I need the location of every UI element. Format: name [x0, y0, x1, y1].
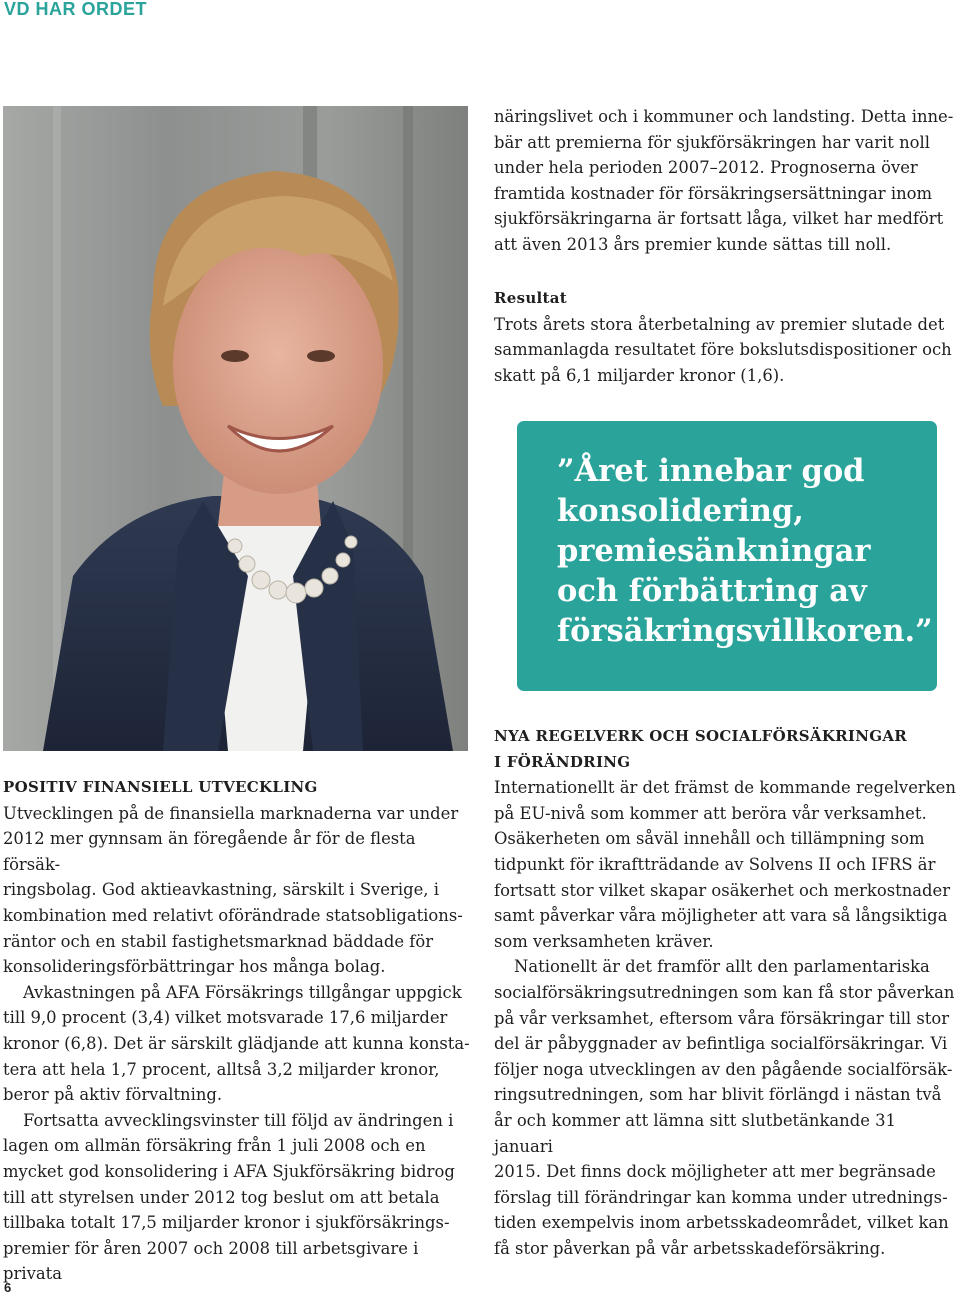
quote-line: ”Året innebar god — [557, 453, 865, 489]
text-line: under hela perioden 2007–2012. Prognoserna över — [494, 158, 918, 178]
text-line: socialförsäkringsutredningen som kan få stor påverkan — [494, 982, 955, 1002]
text-line: få stor påverkan på vår arbetsskadeförsäkring. — [494, 1238, 886, 1258]
text-line: sammanlagda resultatet före bokslutsdispositioner och — [494, 340, 952, 360]
text-line: beror på aktiv förvaltning. — [3, 1085, 223, 1105]
text-line: förslag till förändringar kan komma under utrednings- — [494, 1187, 948, 1207]
text-line: på EU-nivå som kommer att beröra vår verksamhet. — [494, 803, 927, 823]
text-line: Internationellt är det främst de kommande regelverken — [494, 778, 956, 798]
text-line: kombination med relativt oförändrade statsobligations- — [3, 905, 463, 925]
page-number: 6 — [4, 1280, 12, 1295]
text-line: fortsatt stor vilket skapar osäkerhet och merkostnader — [494, 880, 951, 900]
text-line: tera att hela 1,7 procent, alltså 3,2 miljarder kronor, — [3, 1059, 440, 1079]
section-heading-continued: I FÖRÄNDRING — [494, 752, 631, 771]
portrait-illustration — [3, 106, 468, 751]
text-line: Utvecklingen på de finansiella marknaderna var under — [3, 803, 459, 823]
text-line: Fortsatta avvecklingsvinster till följd av ändringen i — [23, 1110, 454, 1130]
text-line: år och kommer att lämna sitt slutbetänkande 31 januari — [494, 1110, 896, 1156]
text-line: följer noga utvecklingen av den pågående socialförsäk- — [494, 1059, 953, 1079]
text-line: del är påbyggnader av befintliga socialförsäkringar. Vi — [494, 1034, 948, 1054]
text-line: ringsbolag. God aktieavkastning, särskilt i Sverige, i — [3, 880, 439, 900]
text-line: ringsutredningen, som har blivit förlängd i nästan två — [494, 1085, 942, 1105]
text-line: på vår verksamhet, eftersom våra försäkringar till stor — [494, 1008, 950, 1028]
quote-line: konsolidering, — [557, 493, 804, 529]
resultat-heading: Resultat — [494, 289, 568, 307]
text-line: tillbaka totalt 17,5 miljarder kronor i sjukförsäkrings- — [3, 1213, 450, 1233]
left-column — [3, 775, 471, 1287]
text-line: näringslivet och i kommuner och landsting. Detta inne- — [494, 107, 954, 126]
section-label: VD HAR ORDET — [4, 0, 148, 19]
text-line: samt påverkar våra möjligheter att vara så långsiktiga — [494, 906, 948, 926]
text-line: 2015. Det finns dock möjligheter att mer begränsade — [494, 1162, 936, 1182]
text-line: mycket god konsolidering i AFA Sjukförsäkring bidrog — [3, 1161, 455, 1181]
quote-line: försäkringsvillkoren.” — [557, 613, 933, 649]
resultat-section — [494, 286, 956, 388]
text-line: till att styrelsen under 2012 tog beslut om att betala — [3, 1187, 440, 1207]
section-heading: NYA REGELVERK OCH SOCIALFÖRSÄKRINGAR — [494, 727, 908, 745]
text-line: räntor och en stabil fastighetsmarknad bäddade för — [3, 931, 434, 951]
pull-quote-box — [517, 421, 937, 691]
text-line: Avkastningen på AFA Försäkrings tillgångar uppgick — [23, 982, 462, 1002]
section-heading: POSITIV FINANSIELL UTVECKLING — [3, 778, 318, 796]
text-line: tiden exempelvis inom arbetsskadeområdet, vilket kan — [494, 1213, 949, 1233]
text-line: Nationellt är det framför allt den parlamentariska — [514, 957, 930, 977]
text-line: Osäkerheten om såväl innehåll och tillämpning som — [494, 829, 925, 849]
pull-quote — [557, 451, 933, 651]
text-line: lagen om allmän försäkring från 1 juli 2008 och en — [3, 1136, 426, 1156]
right-column — [494, 724, 958, 1261]
quote-line: och förbättring av — [557, 573, 867, 609]
intro-paragraph — [494, 104, 956, 258]
text-line: bär att premierna för sjukförsäkringen har varit noll — [494, 132, 930, 152]
portrait-photo — [3, 106, 468, 751]
text-line: skatt på 6,1 miljarder kronor (1,6). — [494, 365, 785, 385]
text-line: konsolideringsförbättringar hos många bolag. — [3, 957, 386, 977]
quote-line: premiesänkningar — [557, 533, 871, 569]
text-line: som verksamheten kräver. — [494, 931, 714, 951]
text-line: kronor (6,8). Det är särskilt glädjande att kunna konsta- — [3, 1033, 470, 1053]
text-line: att även 2013 års premier kunde sättas till noll. — [494, 234, 892, 254]
text-line: tidpunkt för ikraftträdande av Solvens II och IFRS är — [494, 854, 936, 874]
text-line: till 9,0 procent (3,4) vilket motsvarade 17,6 miljarder — [3, 1008, 448, 1028]
text-line: premier för åren 2007 och 2008 till arbetsgivare i privata — [3, 1238, 419, 1284]
text-line: sjukförsäkringarna är fortsatt låga, vilket har medfört — [494, 209, 944, 229]
text-line: 2012 mer gynnsam än föregående år för de flesta försäk- — [3, 829, 416, 874]
text-line: framtida kostnader för försäkringsersättningar inom — [494, 183, 933, 203]
text-line: Trots årets stora återbetalning av premier slutade det — [494, 314, 945, 334]
